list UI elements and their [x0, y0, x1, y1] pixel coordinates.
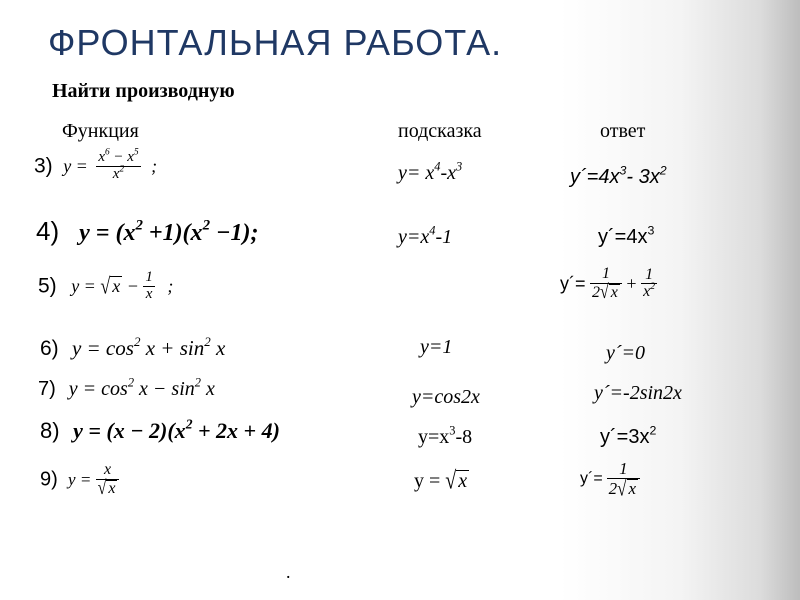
row-6-answer: y´=0: [606, 342, 646, 364]
slide-title: ФРОНТАЛЬНАЯ РАБОТА.: [48, 22, 503, 63]
row-8-answer: $y´=3x^2$: [600, 423, 657, 448]
row-7-answer: y´=-2sin2x: [594, 382, 682, 404]
column-header-hint: подсказка: [398, 120, 482, 142]
row-3-answer: $y´=4x^3-$ $3x^2$: [570, 163, 667, 188]
row-6-hint: y=1: [420, 336, 453, 358]
row-5-function: 5) y = √ x − $\frac{1}{x}$ ;: [38, 269, 174, 302]
footer-dot: .: [286, 562, 291, 582]
row-7-function: 7) $y = \cos^2 x - \sin^2 x$: [38, 375, 215, 400]
subtitle: Найти производную: [52, 80, 235, 102]
row-3-function: 3) y = $\frac{x^6 - x^5}{x^2}$ ;: [34, 147, 158, 182]
row-7-hint: y=cos2x: [412, 386, 480, 408]
row-9-hint: y = √ x: [414, 467, 468, 495]
row-4-function: 4) $y = (x^2 +1)(x^2 -1)$;: [36, 216, 259, 246]
row-5-answer: y´= $\frac{1}{2√ x}$ + $\frac{1}{x^2}$: [560, 265, 656, 303]
row-9-number: 9): [40, 468, 58, 491]
row-4-number: 4): [36, 216, 60, 246]
row-6-function: 6) $y = \cos^2 x + \sin^2 x$: [40, 333, 226, 360]
row-4-hint: $y=x^4-1$: [398, 223, 453, 248]
row-9-answer: y´= $\frac{1}{2√ x}$: [580, 460, 640, 498]
column-header-function: Функция: [62, 120, 139, 142]
row-4-answer: $y´=4x^3$: [598, 223, 655, 248]
column-header-answer: ответ: [600, 120, 646, 142]
row-8-hint: $y=x^3-8$: [418, 423, 473, 448]
row-8-number: 8): [40, 418, 60, 443]
row-6-number: 6): [40, 337, 59, 360]
row-7-number: 7): [38, 378, 56, 400]
row-9-function: 9) y = $\frac{x}{√ x}$: [40, 462, 119, 498]
row-8-function: 8) $y = (x - 2)(x^2 + 2x + 4)$: [40, 416, 280, 443]
row-3-number: 3): [34, 154, 53, 178]
row-5-number: 5): [38, 274, 57, 298]
row-3-hint: $y= x^4-x^3$: [398, 159, 463, 184]
